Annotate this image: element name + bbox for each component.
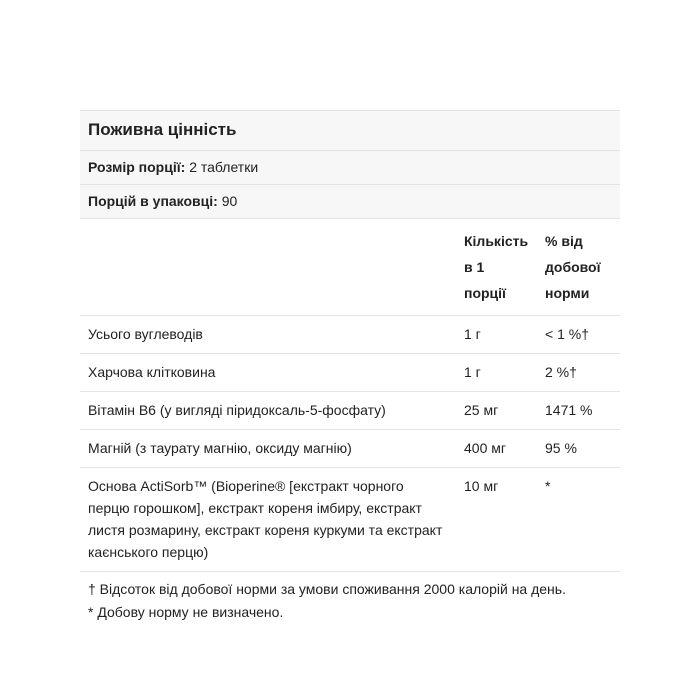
serving-size-label: Розмір порції: [88, 159, 186, 175]
table-row [80, 392, 620, 430]
table-row [80, 354, 620, 392]
footnotes [80, 572, 620, 624]
nutrition-facts-panel [80, 110, 620, 624]
serving-size-value: 2 таблетки [185, 159, 259, 175]
table-row [80, 316, 620, 354]
nutrient-daily-value: < 1 %† [537, 316, 620, 354]
nutrient-amount: 25 мг [456, 392, 537, 430]
nutrient-name: Вітамін B6 (у вигляді піридоксаль-5-фосфату) [80, 392, 456, 430]
serving-size-row [80, 151, 620, 185]
nutrient-daily-value: * [537, 468, 620, 572]
column-header-amount: Кількість в 1 порції [456, 219, 537, 316]
nutrient-name: Основа ActiSorb™ (Bioperine® [екстракт чорного перцю горошком], екстракт кореня імбиру, екстракт листя розмарину, екстракт кореня куркуми та екстракт каєнського перцю) [80, 468, 456, 572]
table-header-row [80, 219, 620, 316]
nutrition-title: Поживна цінність [80, 110, 620, 151]
table-row [80, 430, 620, 468]
nutrient-amount: 400 мг [456, 430, 537, 468]
footnote-dagger: † Відсоток від добової норми за умови споживання 2000 калорій на день. [88, 581, 566, 597]
nutrient-daily-value: 1471 % [537, 392, 620, 430]
nutrient-daily-value: 2 %† [537, 354, 620, 392]
nutrient-name: Усього вуглеводів [80, 316, 456, 354]
servings-per-container-value: 90 [217, 193, 238, 209]
nutrient-amount: 1 г [456, 354, 537, 392]
nutrition-table [80, 219, 620, 572]
column-header-name [80, 219, 456, 316]
nutrient-name: Харчова клітковина [80, 354, 456, 392]
table-row [80, 468, 620, 572]
servings-per-container-label: Порцій в упаковці: [88, 193, 218, 209]
nutrient-amount: 1 г [456, 316, 537, 354]
column-header-daily-value: % від добової норми [537, 219, 620, 316]
nutrient-amount: 10 мг [456, 468, 537, 572]
nutrient-name: Магній (з таурату магнію, оксиду магнію) [80, 430, 456, 468]
footnote-asterisk: * Добову норму не визначено. [88, 604, 284, 620]
servings-per-container-row [80, 185, 620, 219]
nutrient-daily-value: 95 % [537, 430, 620, 468]
